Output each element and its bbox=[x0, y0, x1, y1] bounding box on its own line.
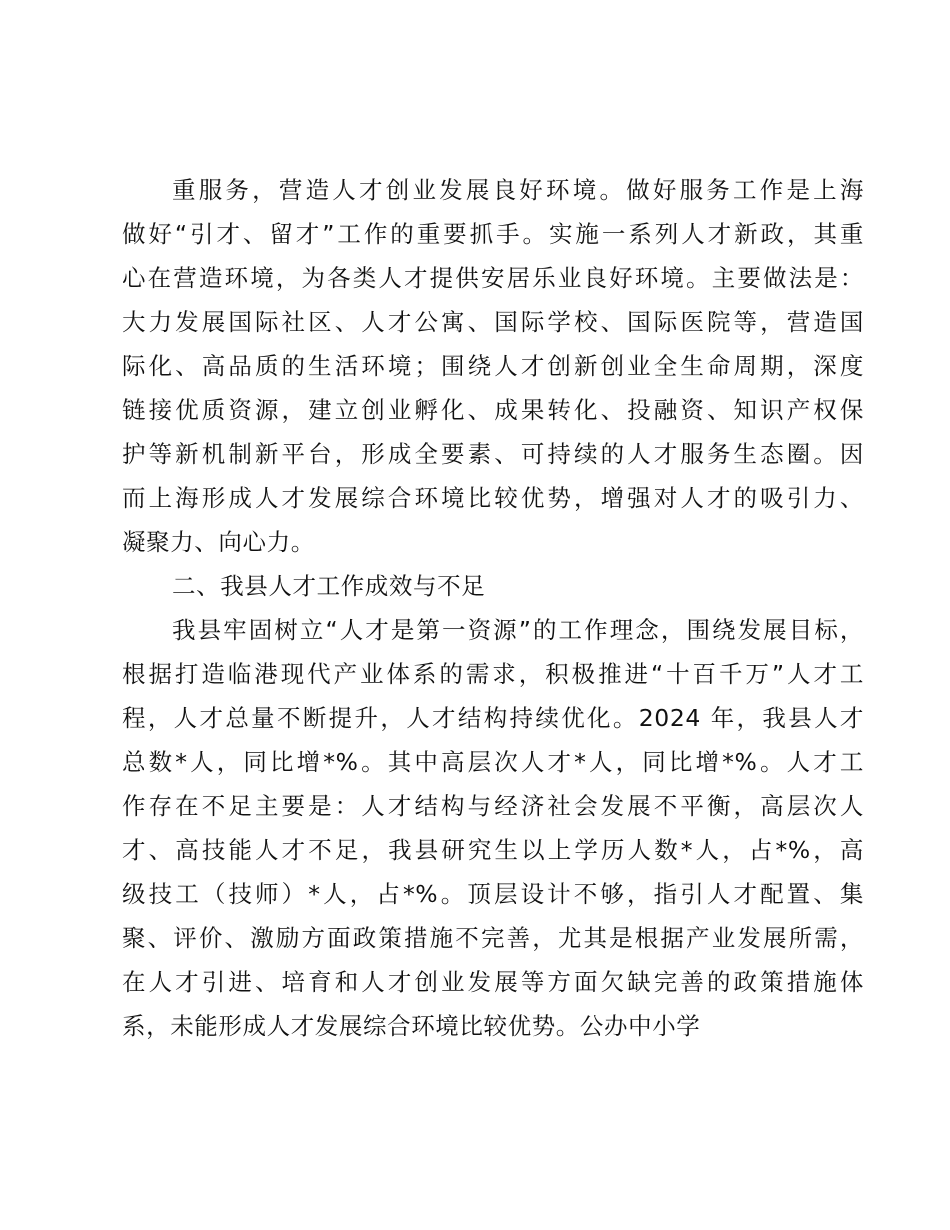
paragraph-line: 我县牢固树立“人才是第一资源”的工作理念，围绕发展目标， bbox=[172, 616, 864, 644]
paragraph-line: 护等新机制新平台，形成全要素、可持续的人才服务生态圈。因 bbox=[122, 440, 864, 468]
paragraph-line: 做好“引才、留才”工作的重要抓手。实施一系列人才新政，其重 bbox=[122, 220, 864, 248]
paragraph-line: 系，未能形成人才发展综合环境比较优势。公办中小学 bbox=[122, 1012, 701, 1040]
paragraph-line: 聚、评价、激励方面政策措施不完善，尤其是根据产业发展所需， bbox=[122, 924, 864, 952]
paragraph-line: 作存在不足主要是：人才结构与经济社会发展不平衡，高层次人 bbox=[122, 792, 864, 820]
paragraph-line: 重服务，营造人才创业发展良好环境。做好服务工作是上海 bbox=[172, 176, 864, 204]
paragraph-line: 大力发展国际社区、人才公寓、国际学校、国际医院等，营造国 bbox=[122, 308, 864, 336]
paragraph-line: 链接优质资源，建立创业孵化、成果转化、投融资、知识产权保 bbox=[122, 396, 864, 424]
paragraph-line: 心在营造环境，为各类人才提供安居乐业良好环境。主要做法是： bbox=[122, 264, 864, 292]
paragraph-line: 际化、高品质的生活环境；围绕人才创新创业全生命周期，深度 bbox=[122, 352, 864, 380]
paragraph-line: 在人才引进、培育和人才创业发展等方面欠缺完善的政策措施体 bbox=[122, 968, 864, 996]
paragraph-line: 才、高技能人才不足，我县研究生以上学历人数*人，占*%，高 bbox=[122, 836, 864, 864]
paragraph-line: 总数*人，同比增*%。其中高层次人才*人，同比增*%。人才工 bbox=[122, 748, 864, 776]
paragraph-line: 而上海形成人才发展综合环境比较优势，增强对人才的吸引力、 bbox=[122, 484, 864, 512]
paragraph-line: 级技工（技师）*人，占*%。顶层设计不够，指引人才配置、集 bbox=[122, 880, 864, 908]
paragraph-line: 程，人才总量不断提升，人才结构持续优化。2024 年，我县人才 bbox=[122, 704, 864, 732]
section-heading: 二、我县人才工作成效与不足 bbox=[172, 572, 486, 600]
document-body bbox=[122, 168, 864, 1048]
paragraph-line: 凝聚力、向心力。 bbox=[122, 528, 315, 556]
paragraph-line: 根据打造临港现代产业体系的需求，积极推进“十百千万”人才工 bbox=[122, 660, 864, 688]
